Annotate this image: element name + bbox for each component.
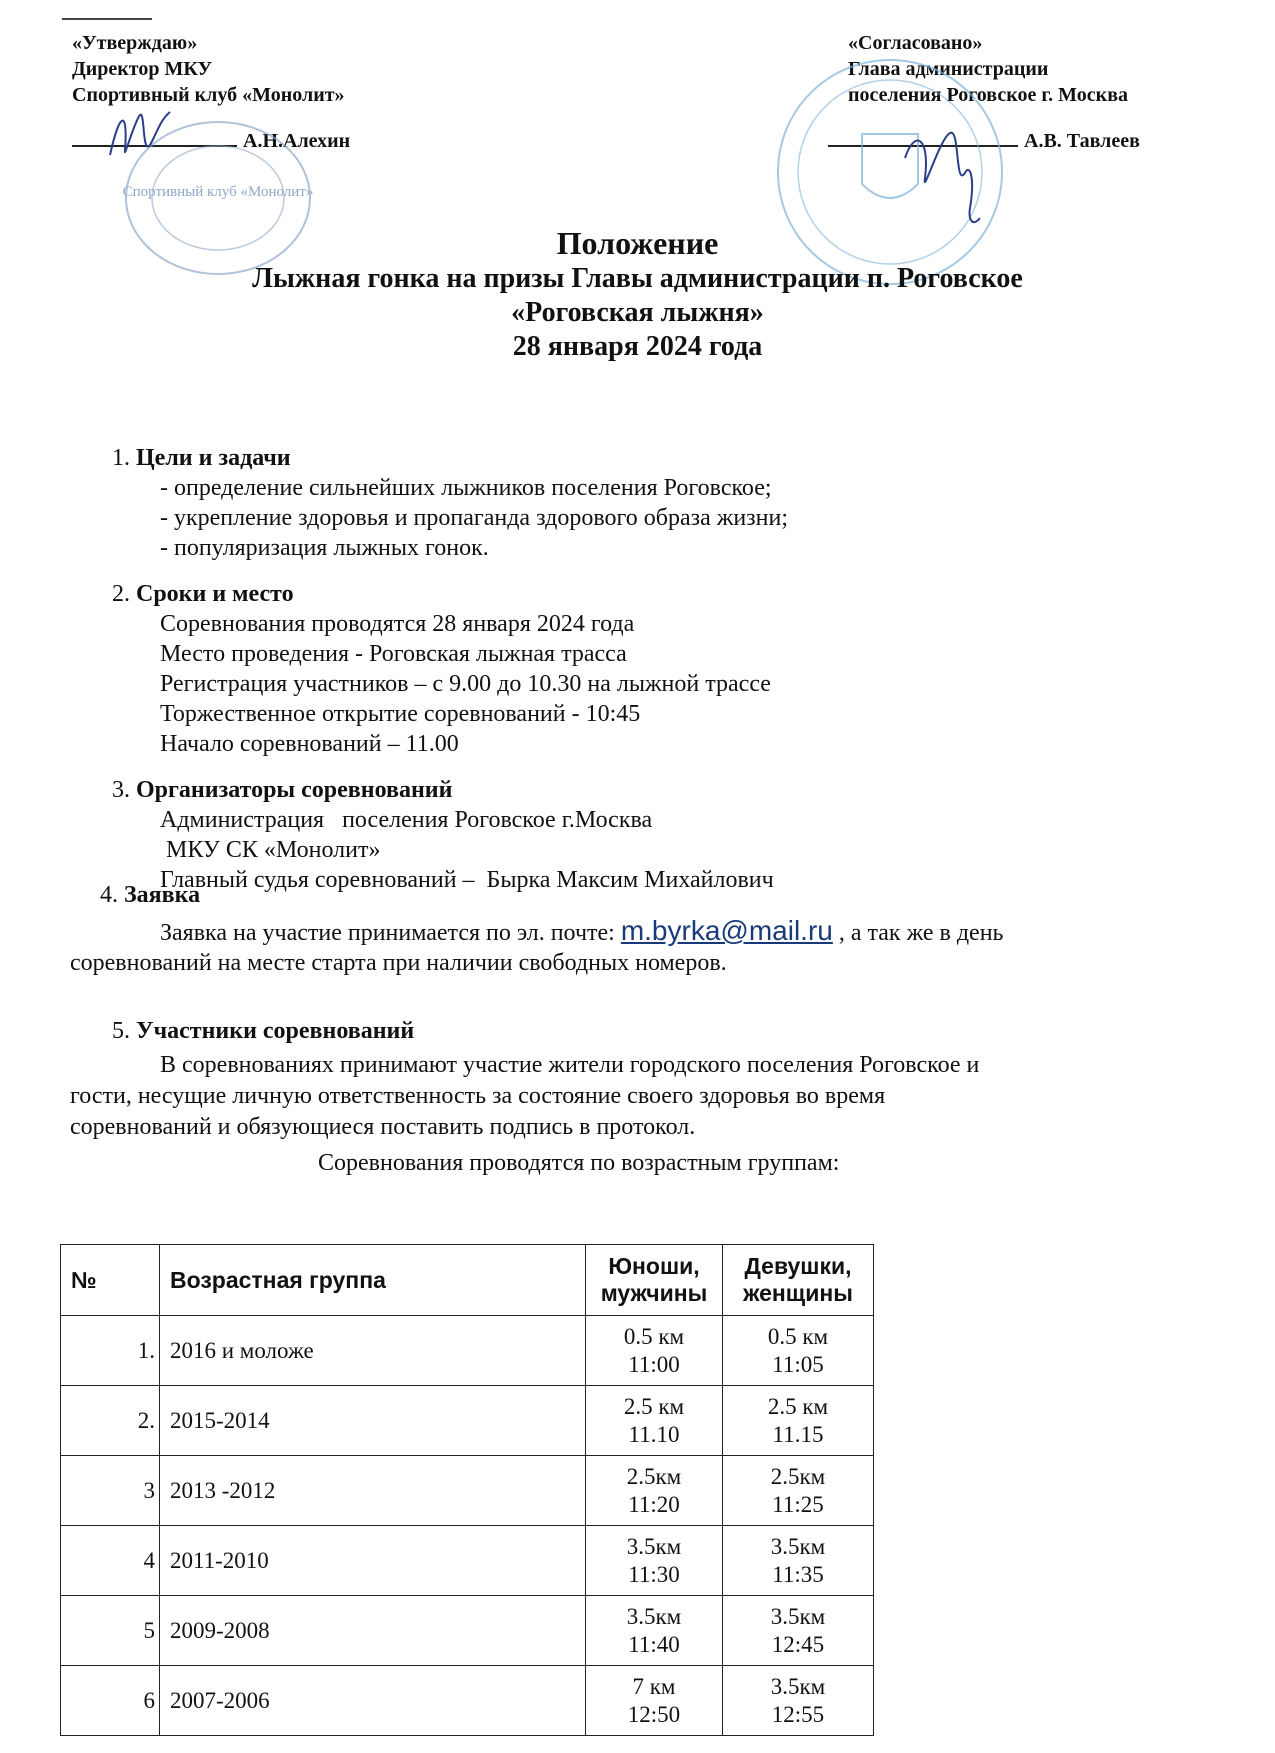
doc-type: Положение [556, 225, 719, 261]
paragraph-line: Регистрация участников – с 9.00 до 10.30 на лыжной трассе [160, 671, 771, 697]
document-title [0, 224, 1275, 364]
men-distance: 3.5км [626, 1603, 682, 1629]
event-title: Лыжная гонка на призы Главы администрации п. Роговское [252, 263, 1023, 294]
row-age-group: 2013 -2012 [160, 1456, 586, 1526]
paragraph-line: Начало соревнований – 11.00 [160, 731, 459, 757]
signature-left [100, 100, 180, 170]
women-distance: 2.5 км [767, 1393, 829, 1419]
header-number: № [61, 1245, 160, 1316]
row-men-cell [586, 1316, 723, 1386]
stamp-text: Спортивный клуб «Монолит» [122, 184, 314, 200]
section-heading [112, 1016, 414, 1046]
women-distance: 3.5км [770, 1603, 826, 1629]
application-line [160, 914, 1004, 950]
women-start-time: 11:35 [772, 1561, 824, 1587]
header-women [723, 1245, 874, 1316]
approve-organization: Спортивный клуб «Монолит» [72, 84, 345, 106]
row-age-group: 2007-2006 [160, 1666, 586, 1736]
row-women-cell [723, 1456, 874, 1526]
scan-mark [62, 18, 152, 20]
row-age-group: 2016 и моложе [160, 1316, 586, 1386]
table-row [61, 1316, 874, 1386]
row-number: 6 [61, 1666, 160, 1736]
approve-organization: поселения Роговское г. Москва [848, 84, 1128, 106]
header-men [586, 1245, 723, 1316]
men-distance: 0.5 км [623, 1323, 685, 1349]
men-distance: 2.5 км [623, 1393, 685, 1419]
row-number: 1. [61, 1316, 160, 1386]
application-text-tail: , а так же в день [832, 920, 1004, 946]
header-women-line2: женщины [743, 1280, 853, 1306]
men-start-time: 11.10 [628, 1421, 680, 1447]
women-distance: 0.5 км [767, 1323, 829, 1349]
men-distance: 2.5км [626, 1463, 682, 1489]
table-intro: Соревнования проводятся по возрастным группам: [318, 1150, 840, 1176]
signature-right [900, 118, 990, 238]
men-start-time: 11:20 [628, 1491, 680, 1517]
women-start-time: 11:25 [772, 1491, 824, 1517]
list-item: - укрепление здоровья и пропаганда здорового образа жизни; [160, 505, 789, 531]
paragraph-line: В соревнованиях принимают участие жители городского поселения Роговское и [160, 1052, 980, 1078]
section-title: Заявка [124, 882, 201, 908]
men-start-time: 11:30 [628, 1561, 680, 1587]
section-title: Цели и задачи [136, 445, 291, 471]
row-age-group: 2009-2008 [160, 1596, 586, 1666]
age-groups-table [60, 1244, 874, 1736]
section-number: 2. [112, 581, 130, 607]
email-link[interactable]: m.byrka@mail.ru [620, 915, 833, 946]
women-distance: 3.5км [770, 1673, 826, 1699]
row-number: 3 [61, 1456, 160, 1526]
paragraph-line: Соревнования проводятся 28 января 2024 года [160, 611, 635, 637]
section-goals [112, 443, 788, 563]
section-dates-place [112, 579, 771, 759]
row-women-cell [723, 1316, 874, 1386]
section-organizers [112, 775, 774, 895]
section-heading [112, 579, 771, 609]
paragraph-line: соревнований и обязующиеся поставить подпись в протокол. [70, 1114, 696, 1140]
row-women-cell [723, 1596, 874, 1666]
section-title: Участники соревнований [136, 1018, 415, 1044]
table-row [61, 1526, 874, 1596]
paragraph-line: Торжественное открытие соревнований - 10:45 [160, 701, 641, 727]
row-number: 5 [61, 1596, 160, 1666]
men-distance: 7 км [632, 1673, 676, 1699]
header-age-group: Возрастная группа [160, 1245, 586, 1316]
section-title: Сроки и место [136, 581, 294, 607]
row-women-cell [723, 1526, 874, 1596]
paragraph-line: Место проведения - Роговская лыжная трасса [160, 641, 627, 667]
women-start-time: 12:55 [771, 1701, 825, 1727]
men-start-time: 12:50 [627, 1701, 681, 1727]
row-number: 4 [61, 1526, 160, 1596]
row-men-cell [586, 1526, 723, 1596]
row-men-cell [586, 1596, 723, 1666]
row-women-cell [723, 1666, 874, 1736]
event-date: 28 января 2024 года [512, 331, 763, 362]
section-number: 5. [112, 1018, 130, 1044]
row-women-cell [723, 1386, 874, 1456]
section-number: 4. [100, 882, 118, 908]
section-title: Организаторы соревнований [136, 777, 453, 803]
row-number: 2. [61, 1386, 160, 1456]
paragraph-line: гости, несущие личную ответственность за состояние своего здоровья во время [70, 1083, 886, 1109]
application-text: Заявка на участие принимается по эл. почте: [160, 920, 621, 946]
women-start-time: 11:05 [772, 1351, 824, 1377]
section-heading [112, 443, 788, 473]
paragraph-line: МКУ СК «Монолит» [160, 837, 381, 863]
signer-name: А.В. Тавлеев [1024, 130, 1140, 152]
table-row [61, 1596, 874, 1666]
approve-heading: «Утверждаю» [72, 32, 198, 54]
section-heading [112, 775, 774, 805]
paragraph-line: Администрация поселения Роговское г.Москва [160, 807, 653, 833]
event-name: «Роговская лыжня» [511, 297, 764, 328]
men-start-time: 11:40 [628, 1631, 680, 1657]
paragraph-line: соревнований на месте старта при наличии свободных номеров. [70, 950, 727, 976]
header-women-line1: Девушки, [744, 1253, 852, 1279]
row-men-cell [586, 1386, 723, 1456]
section-heading [100, 880, 200, 910]
table-header-row [61, 1245, 874, 1316]
section-number: 3. [112, 777, 130, 803]
row-men-cell [586, 1456, 723, 1526]
approve-heading: «Согласовано» [848, 32, 983, 54]
approve-position: Директор МКУ [72, 58, 213, 80]
list-item: - популяризация лыжных гонок. [160, 535, 489, 561]
section-participants [112, 1016, 414, 1046]
list-item: - определение сильнейших лыжников поселения Роговское; [160, 475, 772, 501]
women-start-time: 12:45 [771, 1631, 825, 1657]
row-age-group: 2011-2010 [160, 1526, 586, 1596]
women-distance: 3.5км [770, 1533, 826, 1559]
approve-position: Глава администрации [848, 58, 1049, 80]
table-row [61, 1666, 874, 1736]
row-age-group: 2015-2014 [160, 1386, 586, 1456]
table-row [61, 1386, 874, 1456]
women-distance: 2.5км [770, 1463, 826, 1489]
women-start-time: 11.15 [772, 1421, 824, 1447]
men-distance: 3.5км [626, 1533, 682, 1559]
header-men-line2: мужчины [600, 1280, 708, 1306]
header-men-line1: Юноши, [608, 1253, 700, 1279]
section-application [100, 880, 201, 910]
signer-name: А.Н.Алехин [243, 130, 351, 152]
table-row [61, 1456, 874, 1526]
section-number: 1. [112, 445, 130, 471]
paragraph-line: Главный судья соревнований – Быpка Максим Михайлович [160, 867, 774, 893]
row-men-cell [586, 1666, 723, 1736]
men-start-time: 11:00 [628, 1351, 680, 1377]
